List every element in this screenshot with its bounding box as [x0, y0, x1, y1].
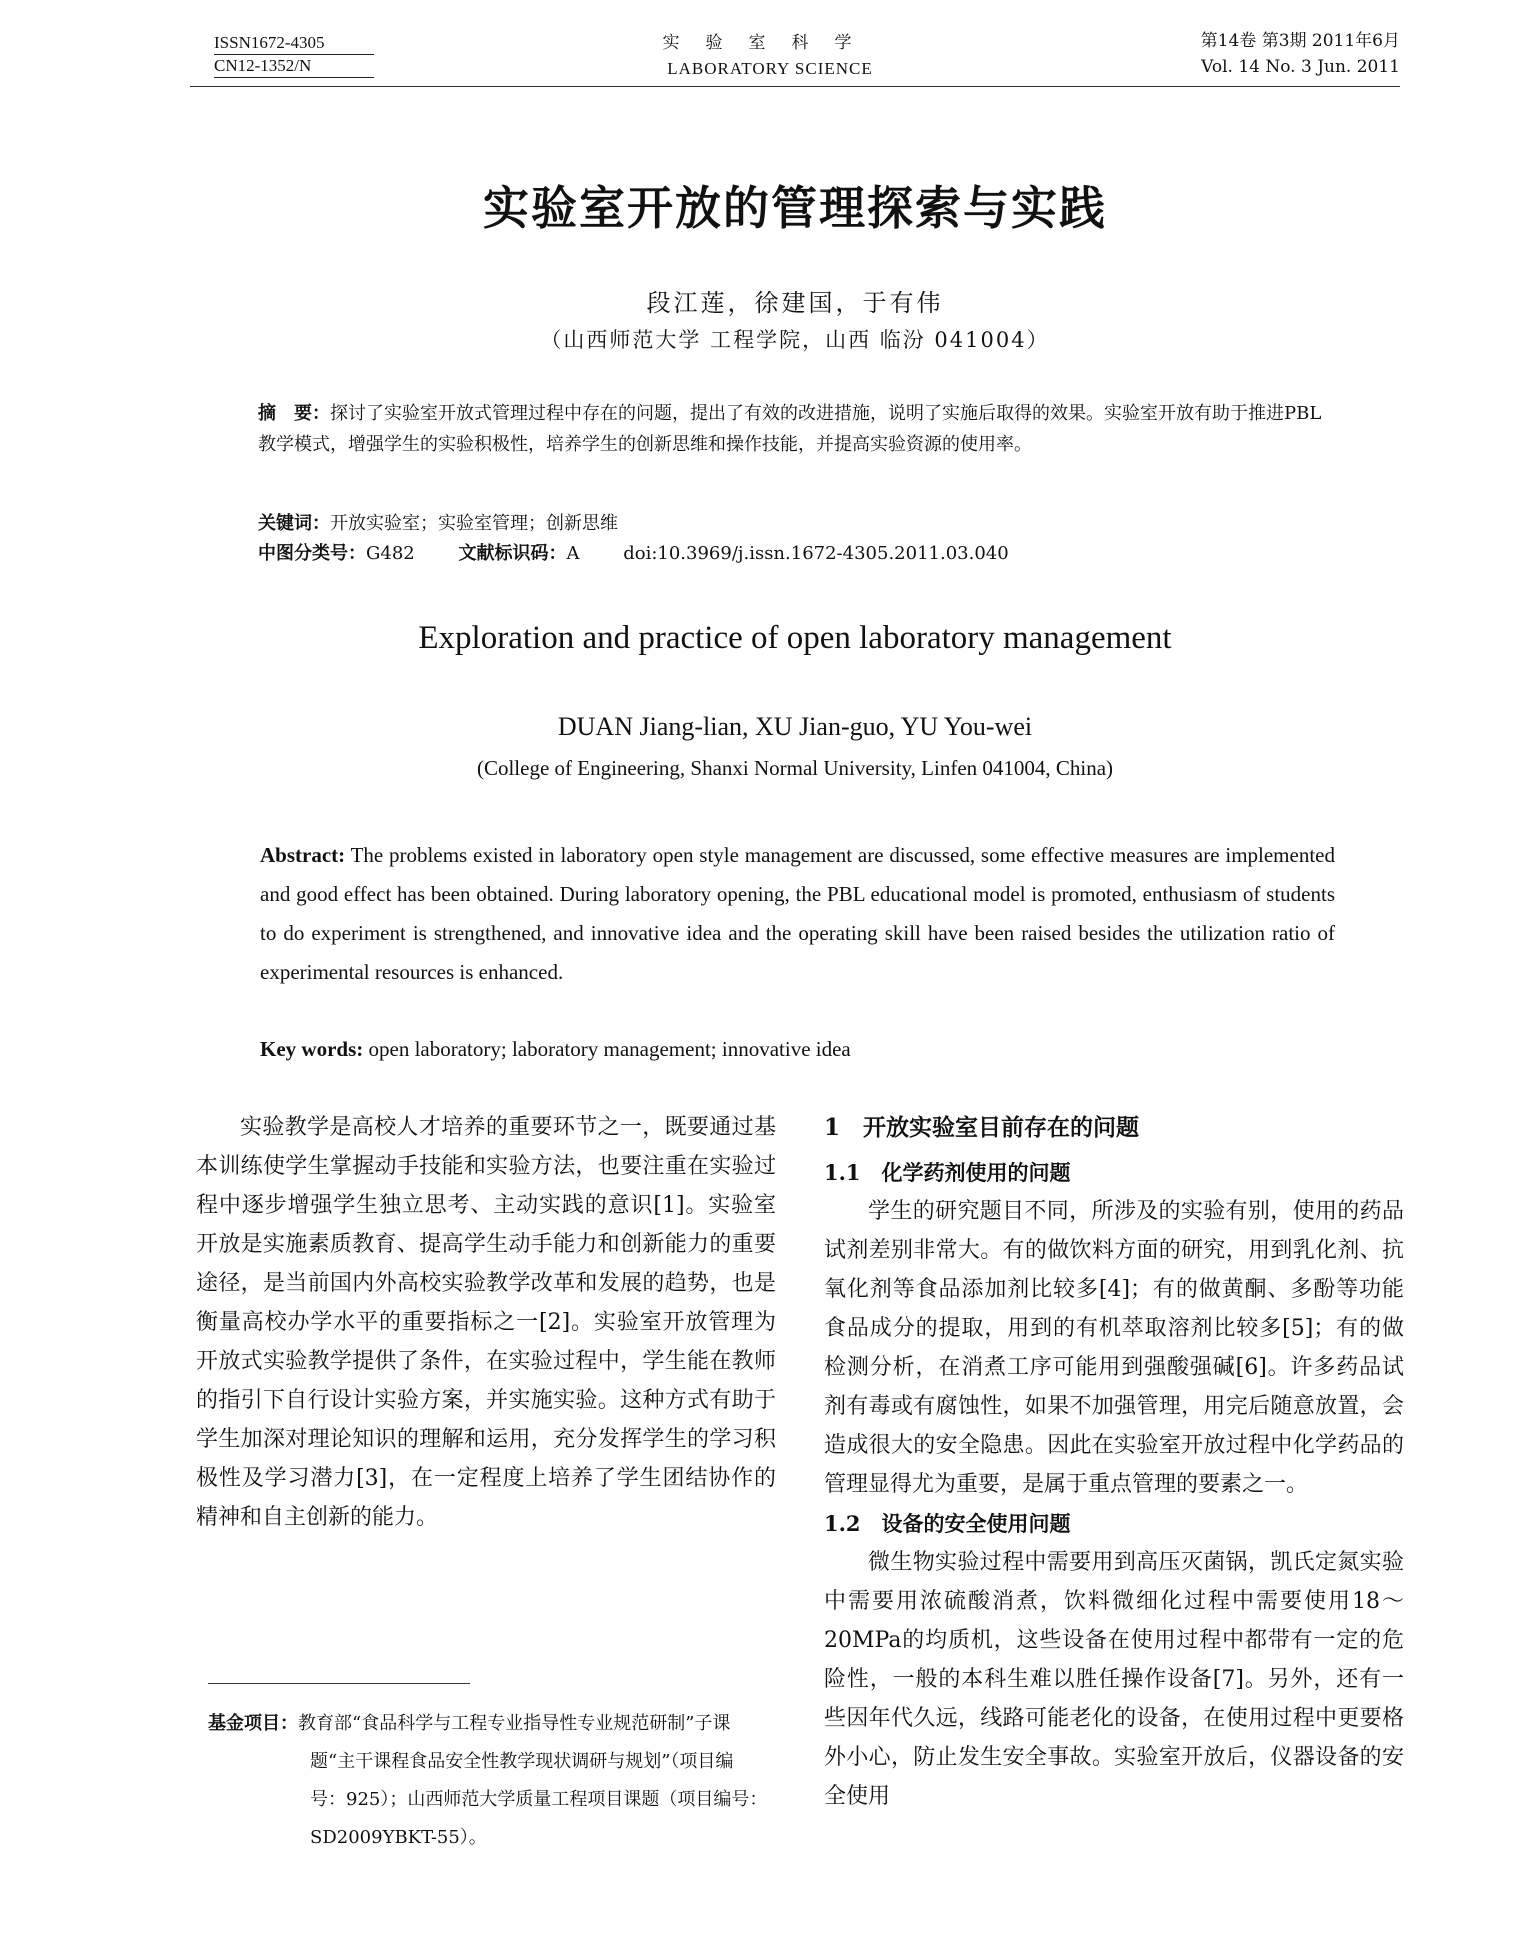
paper-title-cn: 实验室开放的管理探索与实践 — [483, 181, 1107, 235]
clc-label: 中图分类号： — [258, 543, 366, 564]
affiliation-en: (College of Engineering, Shanxi Normal University, Linfen 041004, China) — [476, 756, 1114, 780]
header-rule — [190, 86, 1400, 87]
abstract-en-label: Abstract: — [260, 843, 346, 867]
authors-en: DUAN Jiang-lian, XU Jian-guo, YU You-wei — [557, 712, 1033, 741]
abstract-cn-text: 探讨了实验室开放式管理过程中存在的问题，提出了有效的改进措施，说明了实施后取得的效果。实验室开放有助于推进PBL教学模式，增强学生的实验积极性，培养学生的创新思维和操作技能，并提高实验资源的使用率。 — [258, 403, 1322, 455]
right-column — [824, 1108, 1404, 1816]
paper-title-en: Exploration and practice of open laboratory management — [418, 620, 1172, 656]
keywords-cn-label: 关键词： — [258, 513, 330, 534]
footnote — [208, 1705, 768, 1857]
section-heading-1: 1 开放实验室目前存在的问题 — [824, 1114, 1140, 1141]
cn-number: CN12-1352/N — [214, 55, 374, 78]
abstract-cn — [258, 398, 1338, 460]
footnote-text: 教育部“食品科学与工程专业指导性专业规范研制”子课题“主干课程食品安全性教学现状调研与规划”（项目编号：925）；山西师范大学质量工程项目课题（项目编号：SD2009YBKT-55）。 — [298, 1713, 768, 1848]
doc-label: 文献标识码： — [458, 543, 567, 564]
issn: ISSN1672-4305 — [214, 32, 374, 55]
keywords-en-text: open laboratory; laboratory management; innovative idea — [363, 1037, 851, 1061]
clc-value: G482 — [366, 543, 415, 564]
subsection-heading-1-2: 1.2 设备的安全使用问题 — [824, 1511, 1071, 1536]
paragraph-1-1: 学生的研究题目不同，所涉及的实验有别，使用的药品试剂差别非常大。有的做饮料方面的研究，用到乳化剂、抗氧化剂等食品添加剂比较多[4]；有的做黄酮、多酚等功能食品成分的提取，用到的有机萃取溶剂比较多[5]；有的做检测分析，在消煮工序可能用到强酸强碱[6]。许多药品试剂有毒或有腐蚀性，如果不加强管理，用完后随意放置，会造成很大的安全隐患。因此在实验室开放过程中化学药品的管理显得尤为重要，是属于重点管理的要素之一。 — [824, 1199, 1404, 1497]
subsection-heading-1-1: 1.1 化学药剂使用的问题 — [824, 1160, 1071, 1185]
affiliation-cn: （山西师范大学 工程学院，山西 临汾 041004） — [540, 328, 1050, 352]
doi: doi:10.3969/j.issn.1672-4305.2011.03.040 — [623, 543, 1009, 564]
journal-name-en: LABORATORY SCIENCE — [667, 59, 873, 78]
abstract-en — [260, 836, 1335, 992]
issue-en: Vol. 14 No. 3 Jun. 2011 — [1201, 57, 1400, 77]
journal-ids — [214, 32, 374, 78]
footnote-label: 基金项目： — [208, 1713, 298, 1734]
issue-cn: 第14卷 第3期 2011年6月 — [1200, 31, 1400, 51]
abstract-en-text: The problems existed in laboratory open style management are discussed, some effective measures are implemented and good effect has been obtained. During laboratory opening, the PBL educational model is promoted, enthusiasm of students to do experiment is strengthened, and innovative idea and the operating skill have been raised besides the utilization ratio of experimental resources is enhanced. — [260, 843, 1335, 984]
journal-name — [560, 30, 980, 82]
keywords-en-label: Key words: — [260, 1037, 364, 1061]
abstract-cn-label: 摘 要： — [258, 403, 330, 424]
paragraph-1-2: 微生物实验过程中需要用到高压灭菌锅，凯氏定氮实验中需要用浓硫酸消煮，饮料微细化过程中需要使用18～20MPa的均质机，这些设备在使用过程中都带有一定的危险性，一般的本科生难以胜任操作设备[7]。另外，还有一些因年代久远，线路可能老化的设备，在使用过程中更要格外小心，防止发生安全事故。实验室开放后，仪器设备的安全使用 — [824, 1550, 1404, 1809]
journal-name-cn: 实验室科学 — [662, 33, 878, 53]
footnote-rule — [208, 1683, 470, 1684]
keywords-block-cn — [258, 509, 1338, 569]
authors-cn: 段江莲，徐建国，于有伟 — [646, 289, 944, 317]
keywords-en — [260, 1030, 1335, 1069]
doc-value: A — [566, 543, 580, 564]
keywords-cn-text: 开放实验室；实验室管理；创新思维 — [330, 513, 618, 534]
issue-info — [1060, 28, 1400, 80]
intro-paragraph: 实验教学是高校人才培养的重要环节之一，既要通过基本训练使学生掌握动手技能和实验方法，也要注重在实验过程中逐步增强学生独立思考、主动实践的意识[1]。实验室开放是实施素质教育、提高学生动手能力和创新能力的重要途径，是当前国内外高校实验教学改革和发展的趋势，也是衡量高校办学水平的重要指标之一[2]。实验室开放管理为开放式实验教学提供了条件，在实验过程中，学生能在教师的指引下自行设计实验方案，并实施实验。这种方式有助于学生加深对理论知识的理解和运用，充分发挥学生的学习积极性及学习潜力[3]，在一定程度上培养了学生团结协作的精神和自主创新的能力。 — [196, 1115, 776, 1530]
